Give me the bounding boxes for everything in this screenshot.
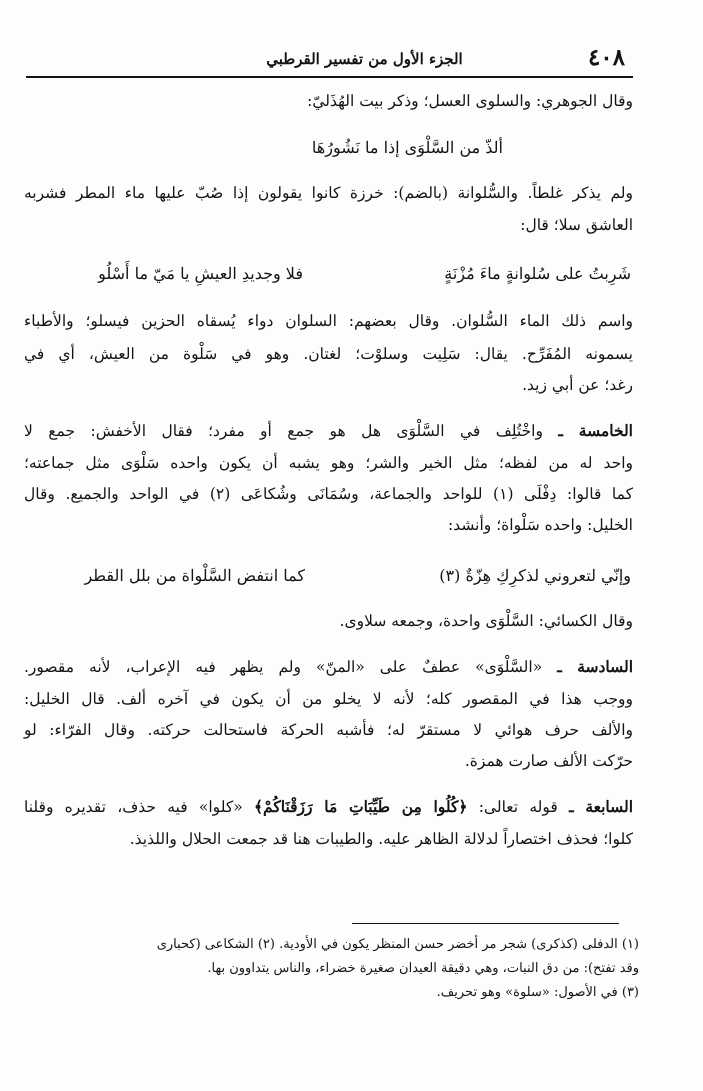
verse-hemistich-left: فلا وجديدِ العيشِ يا مَيّ ما أَسْلُو — [98, 264, 303, 283]
page-number: ٤٠٨ — [587, 44, 625, 71]
paragraph-line: السادسة ـ «السَّلْوَى» عطفٌ على «المنّ» ولم يظهر فيه الإعراب، لأنه مقصور. — [24, 657, 633, 676]
text-line: الخليل: واحده سَلْواة؛ وأنشد: — [448, 516, 633, 534]
header-rule — [26, 76, 633, 78]
text-line: يسمونه المُفَرِّح. يقال: سَلِيت وسلوْت؛ لغتان. وهو في سَلْوة من العيش، أي في — [24, 345, 633, 363]
text-line: وقال الجوهري: والسلوى العسل؛ وذكر بيت الهُذَليّ: — [307, 92, 633, 110]
footnote: (١) الدفلى (كذكرى) شجر مر أخضر حسن المنظر يكون في الأودية. (٢) الشكاعى (كحبارى — [156, 937, 639, 952]
running-title: الجزء الأول من تفسير القرطبي — [266, 50, 463, 68]
footnote: وقد تفتح): من دق النبات، وهي دقيقة العيدان صغيرة خضراء، والناس يتداوون بها. — [207, 961, 639, 976]
footnote: (٣) في الأصول: «سلوة» وهو تحريف. — [436, 985, 639, 1000]
paragraph-line: الخامسة ـ واخْتُلِف في السَّلْوَى هل هو جمع أو مفرد؛ فقال الأخفش: جمع لا — [24, 421, 633, 440]
section-label: الخامسة ـ — [558, 421, 633, 440]
verse-line: ألذّ من السَّلْوَى إذا ما نَشُورُهَا — [311, 138, 503, 157]
quran-verse: ﴿كُلُوا مِن طَيِّبَاتِ مَا رَزَقْنَاكُمْ﴾ — [253, 797, 468, 816]
verse-hemistich-left: كما انتفض السَّلْواة من بلل القطر — [84, 566, 305, 585]
verse-hemistich-right: شَرِبتُ على سُلوانةٍ ماءَ مُزْنَةٍ — [444, 264, 631, 283]
footnote-rule — [352, 923, 619, 924]
text-line: ولم يذكر غلطاً. والسُّلوانة (بالضم): خرزة كانوا يقولون إذا صُبّ عليها ماء المطر فشربه — [24, 184, 633, 202]
text-line: ووجب هذا في المقصور كله؛ لأنه لا يخلو من أن يكون في آخره ألف. قال الخليل: — [24, 690, 633, 708]
text-line: العاشق سلا؛ قال: — [520, 216, 633, 234]
text-line: واسم ذلك الماء السُّلوان. وقال بعضهم: السلوان دواء يُسقاه الحزين فيسلو؛ والأطباء — [24, 312, 633, 330]
verse-hemistich-right: وإنّي لتعروني لذكرِكِ هِزّةٌ (٣) — [439, 566, 631, 585]
text-line: والألف حرف هوائي لا مستقرّ له؛ فأشبه الحركة فاستحالت حركته. وقال الفرّاء: لو — [24, 721, 633, 739]
text-line: حرّكت الألف صارت همزة. — [464, 752, 633, 770]
section-label: السابعة ـ — [569, 797, 634, 816]
section-label: السادسة ـ — [557, 657, 633, 676]
text-line: كما قالوا: دِفْلَى (١) للواحد والجماعة، وسُمَانَى وشُكاعَى (٢) في الواحد والجميع. وقال — [24, 485, 633, 503]
text-line: وقال الكسائي: السَّلْوَى واحدة، وجمعه سلاوى. — [339, 612, 633, 630]
paragraph-line: السابعة ـ قوله تعالى: ﴿كُلُوا مِن طَيِّبَاتِ مَا رَزَقْنَاكُمْ﴾ «كلوا» فيه حذف، تقديره وقلنا — [24, 797, 634, 816]
text-line: واحد له من لفظه؛ مثل الخير والشر؛ وهو يشبه أن يكون واحده سَلْوَى مثل جماعته؛ — [24, 454, 633, 472]
page-header — [26, 38, 633, 78]
text-line: كلوا؛ فحذف اختصاراً لدلالة الظاهر عليه. والطيبات هنا قد جمعت الحلال واللذيذ. — [129, 830, 633, 848]
text-line: رغد؛ عن أبي زيد. — [522, 376, 633, 394]
